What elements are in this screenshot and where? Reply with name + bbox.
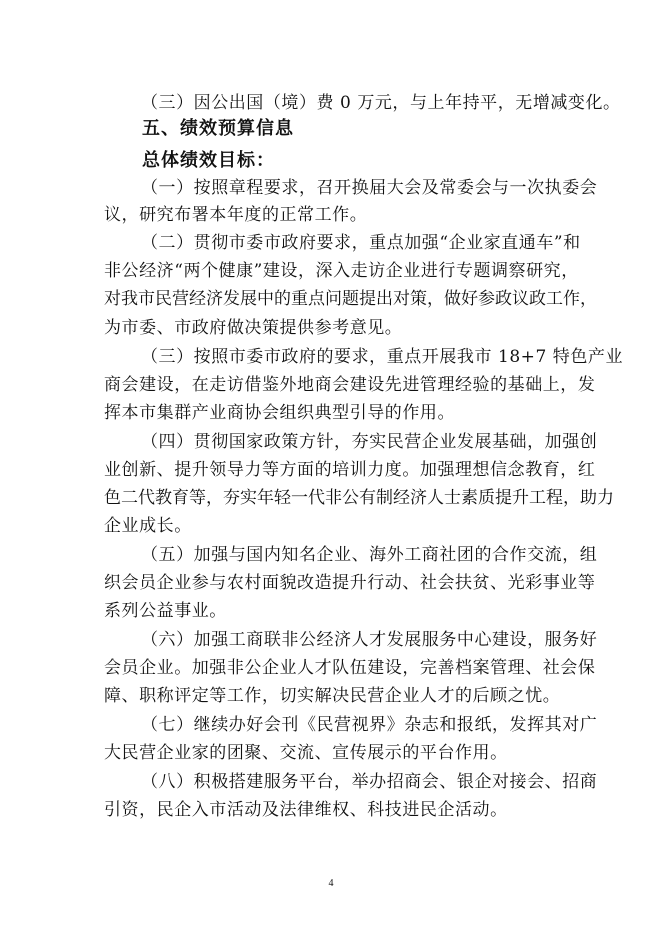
paragraph-line: （八）积极搭建服务平台，举办招商会、银企对接会、招商: [141, 772, 598, 792]
paragraph-line: （七）继续办好会刊《民营视界》杂志和报纸，发挥其对广: [141, 715, 598, 735]
paragraph-line: 会员企业。加强非公企业人才队伍建设，完善档案管理、社会保: [104, 658, 596, 678]
paragraph-line: 商会建设，在走访借鉴外地商会建设先进管理经验的基础上，发: [104, 375, 596, 395]
paragraph-line: 对我市民营经济发展中的重点问题提出对策，做好参政议政工作，: [104, 289, 597, 309]
paragraph-line: （三）因公出国（境）费 0 万元，与上年持平，无增减变化。: [141, 93, 621, 113]
section-heading: 五、绩效预算信息: [142, 118, 294, 139]
paragraph-line: 企业成长。: [104, 516, 192, 536]
paragraph-line: （五）加强与国内知名企业、海外工商社团的合作交流，组: [141, 545, 598, 565]
paragraph-line: 非公经济“两个健康”建设，深入走访企业进行专题调察研究，: [104, 261, 579, 281]
subsection-heading: 总体绩效目标：: [142, 150, 275, 171]
paragraph-line: 织会员企业参与农村面貌改造提升行动、社会扶贫、光彩事业等: [104, 573, 596, 593]
paragraph-line: （一）按照章程要求，召开换届大会及常委会与一次执委会: [141, 178, 598, 198]
paragraph-line: （四）贯彻国家政策方针，夯实民营企业发展基础，加强创: [141, 432, 598, 452]
paragraph-line: 引资，民企入市活动及法律维权、科技进民企活动。: [104, 800, 508, 820]
paragraph-line: （二）贯彻市委市政府要求，重点加强“企业家直通车”和: [141, 233, 581, 253]
paragraph-line: 议，研究布署本年度的正常工作。: [104, 205, 368, 225]
page-number: 4: [328, 878, 334, 889]
paragraph-line: 障、职称评定等工作，切实解决民营企业人才的后顾之忧。: [104, 686, 561, 706]
paragraph-line: 色二代教育等，夯实年轻一代非公有制经济人士素质提升工程，助力: [104, 488, 614, 508]
paragraph-line: 系列公益事业。: [104, 601, 227, 621]
paragraph-line: 大民营企业家的团聚、交流、宣传展示的平台作用。: [104, 743, 508, 763]
paragraph-line: 为市委、市政府做决策提供参考意见。: [104, 318, 403, 338]
paragraph-line: （三）按照市委市政府的要求，重点开展我市 18+7 特色产业: [141, 347, 623, 367]
paragraph-line: 业创新、提升领导力等方面的培训力度。加强理想信念教育，红: [104, 460, 596, 480]
paragraph-line: （六）加强工商联非公经济人才发展服务中心建设，服务好: [141, 630, 598, 650]
paragraph-line: 挥本市集群产业商协会组织典型引导的作用。: [104, 403, 455, 423]
